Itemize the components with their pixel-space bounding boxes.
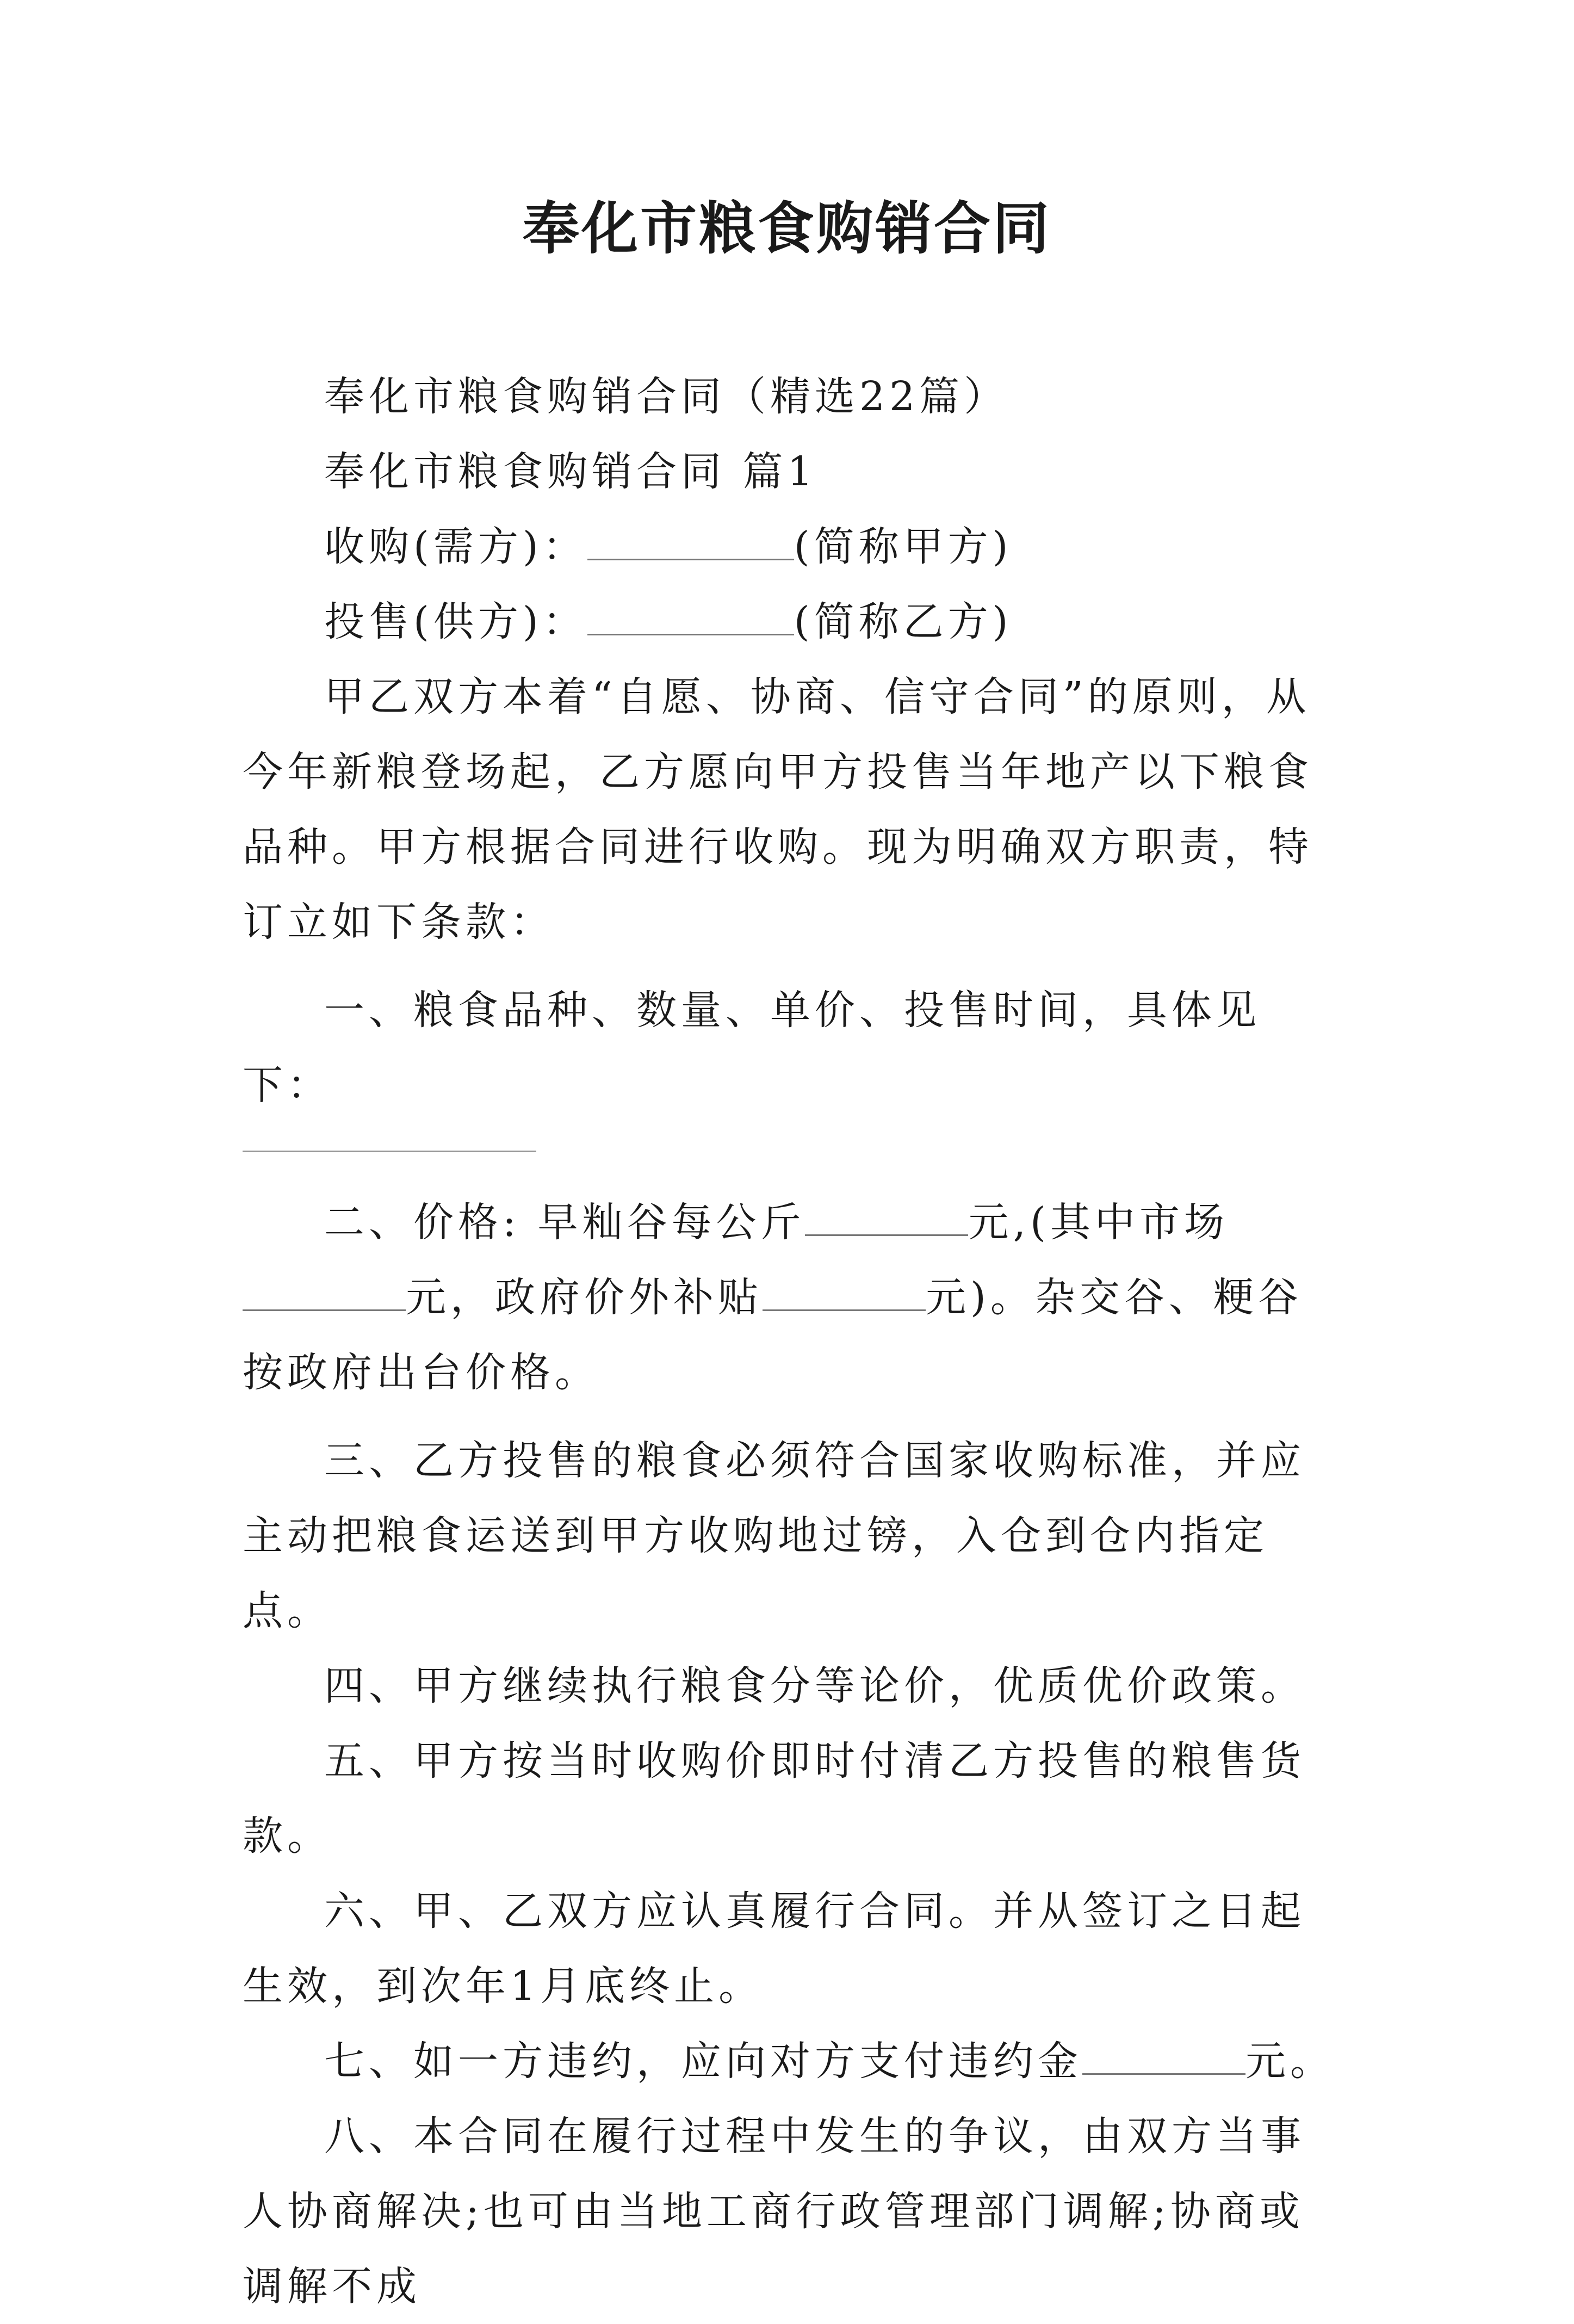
seller-suffix: (简称乙方)	[794, 598, 1013, 645]
price-blank	[805, 1202, 968, 1236]
subsidy-blank	[763, 1277, 926, 1311]
seller-line	[243, 584, 1336, 659]
buyer-blank	[587, 526, 794, 560]
clause-7-text-a: 七、如一方违约，应向对方支付违约金	[324, 2038, 1082, 2085]
market-price-blank	[243, 1277, 406, 1311]
clause-3: 三、乙方投售的粮食必须符合国家收购标准，并应主动把粮食运送到甲方收购地过镑，入仓到仓内指定点。	[243, 1437, 1305, 1634]
clause-8: 八、本合同在履行过程中发生的争议，由双方当事人协商解决;也可由当地工商行政管理部门调解;协商或调解不成	[243, 2113, 1305, 2310]
clause-1: 一、粮食品种、数量、单价、投售时间，具体见下：	[243, 987, 1261, 1109]
subtitle: 奉化市粮食购销合同（精选22篇）	[324, 373, 1009, 420]
clause-2-text-d: 元)。杂交谷、粳谷按政府出台价格。	[243, 1274, 1303, 1396]
table-placeholder-line	[243, 1150, 536, 1152]
clause-2-text-a: 二、价格: 早籼谷每公斤	[324, 1199, 805, 1246]
buyer-suffix: (简称甲方)	[794, 523, 1013, 570]
clause-6: 六、甲、乙双方应认真履行合同。并从签订之日起生效，到次年1月底终止。	[243, 1888, 1305, 2010]
clause-2-text-c: 元，政府价外补贴	[406, 1274, 763, 1321]
seller-blank	[587, 601, 794, 635]
intro-paragraph: 甲乙双方本着“自愿、协商、信守合同”的原则，从今年新粮登场起，乙方愿向甲方投售当年地产以下粮食品种。甲方根据合同进行收购。现为明确双方职责，特订立如下条款：	[243, 673, 1313, 945]
clause-2-text-b: 元,(其中市场	[968, 1199, 1229, 1246]
buyer-line	[243, 509, 1336, 584]
clause-7	[243, 2024, 1336, 2099]
clause-4: 四、甲方继续执行粮食分等论价，优质优价政策。	[324, 1662, 1305, 1709]
clause-5: 五、甲方按当时收购价即时付清乙方投售的粮售货款。	[243, 1738, 1305, 1859]
seller-label: 投售(供方)：	[324, 598, 587, 645]
document-body	[243, 359, 1336, 2324]
penalty-blank	[1082, 2041, 1245, 2075]
document-title: 奉化市粮食购销合同	[522, 195, 1051, 262]
buyer-label: 收购(需方)：	[324, 523, 587, 570]
chapter-heading: 奉化市粮食购销合同 篇1	[324, 448, 817, 495]
clause-7-text-b: 元。	[1245, 2038, 1335, 2085]
clause-2	[243, 1185, 1336, 1410]
